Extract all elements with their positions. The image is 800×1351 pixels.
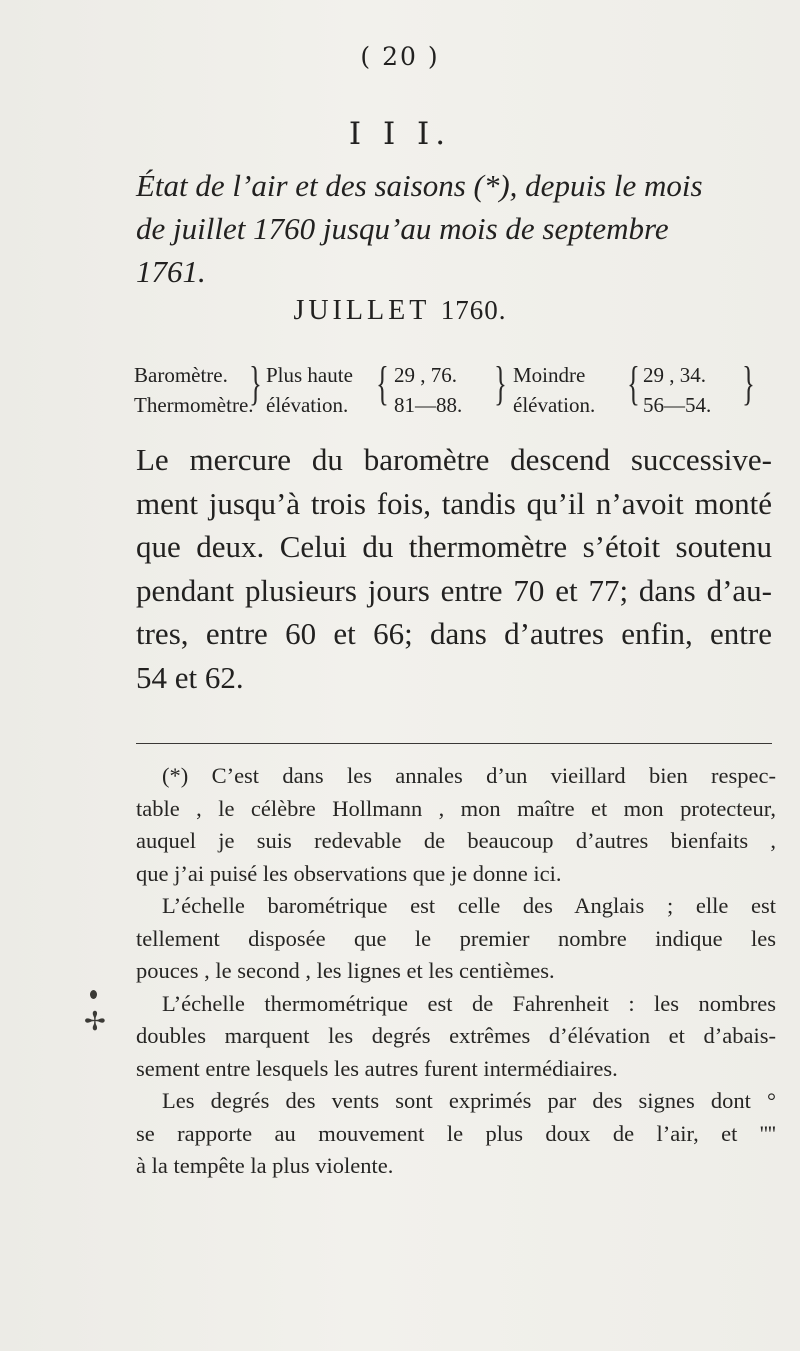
lowest-elevation-label [513,360,623,420]
instrument-barometer: Baromètre. [134,363,228,387]
thermometer-low-value: 56—54. [643,393,712,417]
brace-close-icon: } [742,357,755,410]
instrument-thermometer: Thermomètre. [134,393,254,417]
section-heading: I I I. [348,116,452,152]
brace-close-icon: } [249,357,262,410]
footnote-line: tellement disposée que le premier nombre indique les [136,925,776,951]
brace-close-icon: } [494,357,507,410]
footnote [136,760,776,1183]
ink-speck [90,990,97,999]
brace-open-icon: { [376,357,389,410]
month-name: JUILLET [293,295,430,326]
title-line: de juillet 1760 jusqu’au mois de septembre [136,211,669,246]
paragraph-line: que deux. Celui du thermomètre s’étoit soutenu [136,529,772,564]
footnote-line: sement entre lesquels les autres furent intermédiaires. [136,1055,618,1081]
footnote-line: doubles marquent les degrés extrêmes d’élévation et d’abais- [136,1023,776,1048]
observation-table [134,357,794,424]
thermometer-high-value: 81—88. [394,393,463,417]
lowest-values [643,360,743,420]
barometer-high-value: 29 , 76. [394,363,457,387]
paragraph-line: pendant plusieurs jours entre 70 et 77; dans d’au- [136,572,772,608]
label-line: élévation. [513,393,596,417]
footnote-line: table , le célèbre Hollmann , mon maître et mon protecteur, [136,795,776,821]
label-line: élévation. [266,393,349,417]
paragraph-line: Le mercure du baromètre descend successive- [136,442,772,477]
paragraph-line: ment jusqu’à trois fois, tandis qu’il n’avoit monté [136,485,772,521]
chapter-title [136,164,776,293]
body-paragraph [136,438,772,699]
footnote-line: (*) C’est dans les annales d’un vieillard bien respec- [162,763,776,788]
footnote-line: L’échelle thermométrique est de Fahrenheit : les nombres [162,990,776,1016]
title-line: État de l’air et des saisons (*), depuis le mois [136,168,703,203]
footnote-line: se rapporte au mouvement le plus doux de l’air, et '''' [136,1120,776,1146]
paragraph-line: tres, entre 60 et 66; dans d’autres enfin, entre [136,616,772,651]
month-year: 1760. [440,295,507,325]
barometer-low-value: 29 , 34. [643,363,706,387]
label-line: Moindre [513,363,586,387]
footnote-line: à la tempête la plus violente. [136,1153,394,1178]
highest-values [394,360,494,420]
month-heading [0,295,800,327]
footnote-line: L’échelle barométrique est celle des Anglais ; elle est [162,893,776,918]
footnote-line: Les degrés des vents sont exprimés par des signes dont ° [162,1088,776,1113]
brace-open-icon: { [627,357,640,410]
footnote-divider [136,743,772,744]
title-line: 1761. [136,254,206,289]
footnote-line: pouces , le second , les lignes et les centièmes. [136,958,555,983]
highest-elevation-label [266,360,376,420]
footnote-line: que j’ai puisé les observations que je donne ici. [136,860,562,886]
paragraph-line: 54 et 62. [136,659,244,695]
footnote-line: auquel je suis redevable de beaucoup d’autres bienfaits , [136,828,776,853]
label-line: Plus haute [266,363,353,387]
margin-ink-mark: ✢ [84,1007,106,1037]
page-number: ( 20 ) [360,42,440,71]
